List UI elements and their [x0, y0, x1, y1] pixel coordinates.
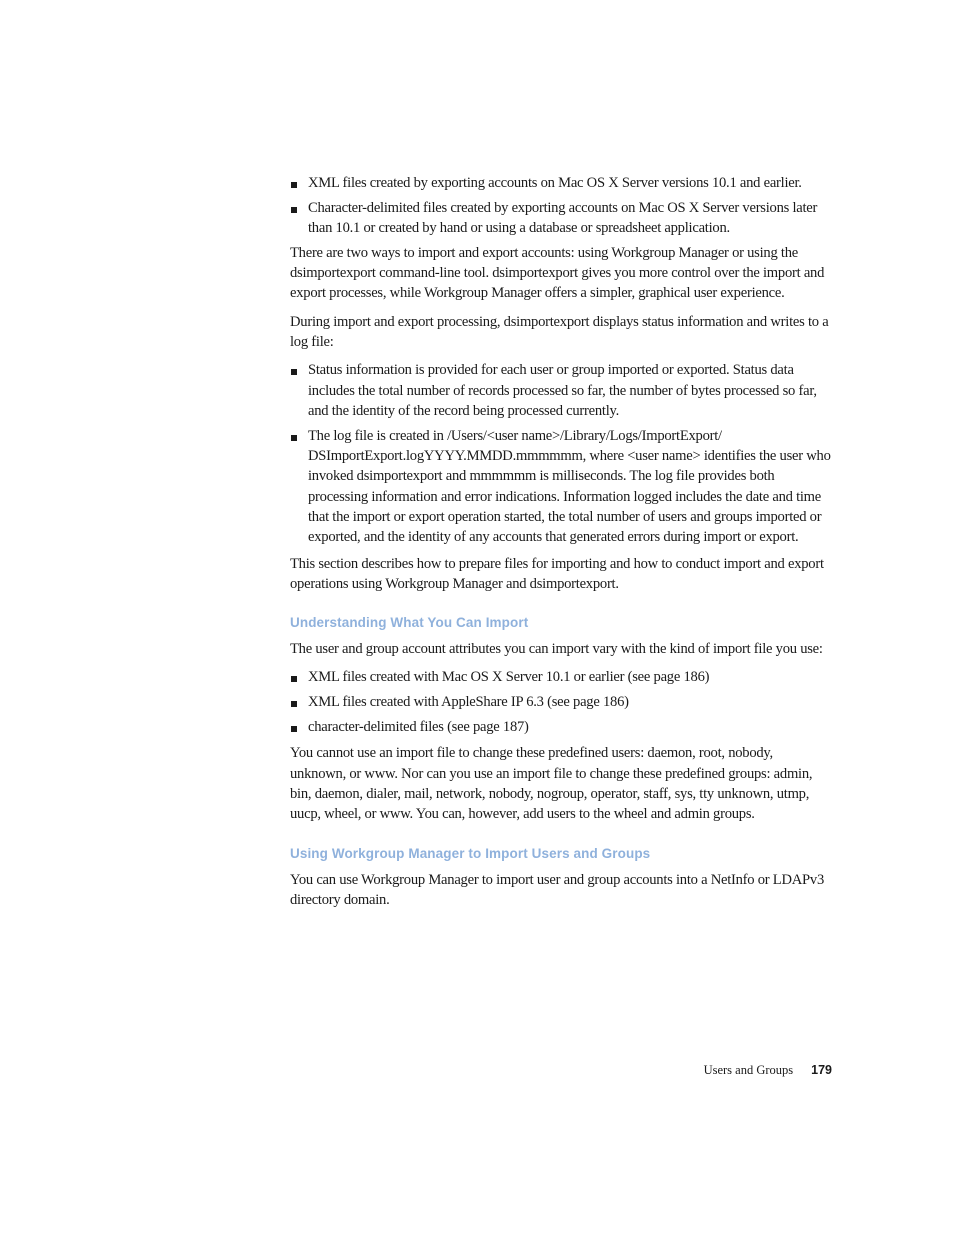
list-item: The log file is created in /Users/<user name>/Library/Logs/ImportExport/ DSImportExport.logYYYY.MMDD.mmmmmm, where <user name> identifies the user who invoked dsimportexport and mmmmmm is milliseconds. The log file provides both processing information and error indications. Information logged includes the date and time that the import or export operation started, the total number of users and groups imported or exported, and the identity of any accounts that generated errors during import or export.	[290, 426, 832, 548]
paragraph-predefined-users: You cannot use an import file to change these predefined users: daemon, root, nobody, unknown, or www. Nor can you use an import file to change these predefined groups: admin, bin, daemon, dialer, mail, network, nobody, nogroup, operator, staff, sys, tty unknown, utmp, uucp, wheel, or www. You can, however, add users to the wheel and admin groups.	[290, 745, 813, 823]
import-bullet-list	[290, 667, 832, 737]
page-number: 179	[811, 1063, 832, 1077]
list-item: XML files created by exporting accounts on Mac OS X Server versions 10.1 and earlier.	[290, 173, 832, 193]
status-bullet-list	[290, 360, 832, 547]
list-item: character-delimited files (see page 187)	[290, 717, 832, 737]
heading-using-workgroup-manager: Using Workgroup Manager to Import Users and Groups	[290, 845, 651, 861]
heading-understanding-import: Understanding What You Can Import	[290, 615, 529, 631]
footer-section-title: Users and Groups	[703, 1063, 794, 1077]
paragraph-import-export-ways: There are two ways to import and export accounts: using Workgroup Manager or using the dsimportexport command-line tool. dsimportexport gives you more control over the import and export processes, while Workgroup Manager offers a simpler, graphical user experience.	[290, 244, 825, 302]
page-footer	[704, 1063, 832, 1078]
paragraph-workgroup-import: You can use Workgroup Manager to import user and group accounts into a NetInfo or LDAPv3 directory domain.	[290, 871, 824, 908]
page-body	[290, 173, 832, 918]
paragraph-section-intro: This section describes how to prepare files for importing and how to conduct import and export operations using Workgroup Manager and dsimportexport.	[290, 555, 824, 592]
list-item: XML files created with Mac OS X Server 10.1 or earlier (see page 186)	[290, 667, 832, 687]
list-item: XML files created with AppleShare IP 6.3 (see page 186)	[290, 692, 832, 712]
paragraph-attributes: The user and group account attributes you can import vary with the kind of import file you use:	[290, 641, 823, 658]
paragraph-processing: During import and export processing, dsimportexport displays status information and writes to a log file:	[290, 313, 829, 351]
list-item: Character-delimited files created by exporting accounts on Mac OS X Server versions later than 10.1 or created by hand or using a database or spreadsheet application.	[290, 198, 832, 239]
list-item: Status information is provided for each user or group imported or exported. Status data includes the total number of records processed so far, the number of bytes processed so far, and the identity of the record being processed currently.	[290, 360, 832, 421]
intro-bullet-list	[290, 173, 832, 238]
